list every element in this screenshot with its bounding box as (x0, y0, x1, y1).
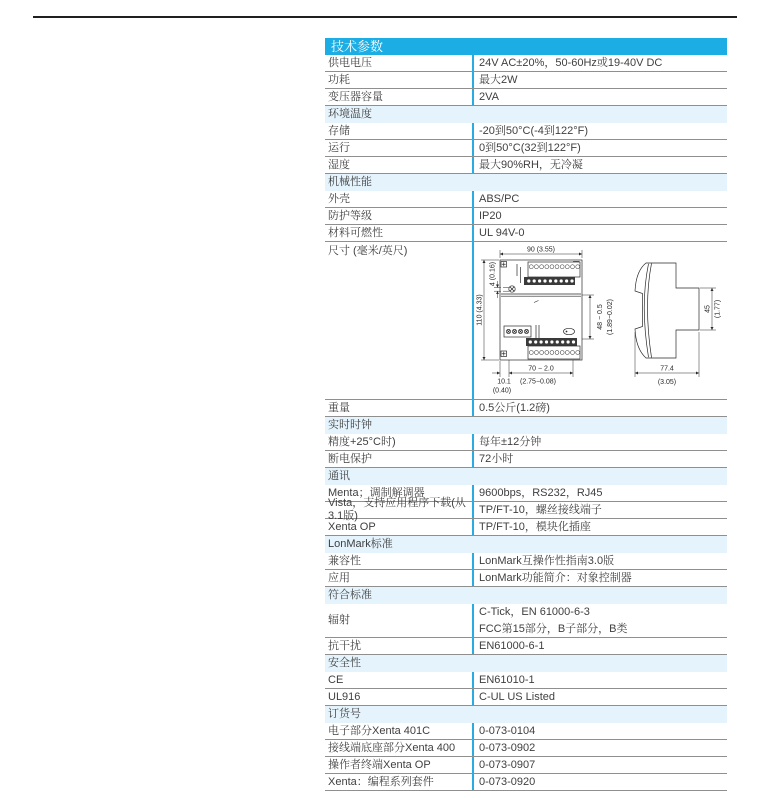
row-value: EN61010-1 (472, 672, 727, 688)
row-label: 断电保护 (328, 452, 372, 465)
section-header-row (325, 174, 727, 191)
row-value: 72小时 (472, 451, 727, 467)
table-row (325, 519, 727, 536)
dim-front-top-offset: 4 (0.16) (489, 261, 497, 287)
table-row (325, 672, 727, 689)
table-row (325, 208, 727, 225)
table-rows (325, 55, 727, 791)
table-row (325, 740, 727, 757)
table-row (325, 689, 727, 706)
row-label: Vista，支持应用程序下载(从3.1版) (328, 497, 466, 522)
dim-front-width: 90 (3.55) (526, 246, 556, 254)
row-label: 辐射 (328, 614, 350, 626)
row-value: 0到50°C(32到122°F) (472, 140, 727, 156)
table-row (325, 55, 727, 72)
row-label: 外壳 (328, 192, 350, 205)
row-label: 符合标准 (328, 589, 372, 601)
row-value: 最大2W (472, 72, 727, 88)
section-header-row (325, 417, 727, 434)
row-label: 应用 (328, 571, 350, 584)
dim-front-corner-in: (0.40) (492, 387, 512, 395)
table-row (325, 497, 727, 522)
section-header-row (325, 587, 727, 604)
row-label: UL916 (328, 690, 361, 703)
table-row (325, 242, 727, 400)
side-view (635, 263, 699, 358)
section-header-row (325, 706, 727, 723)
table-row (325, 553, 727, 570)
row-label: 实时时钟 (328, 419, 372, 431)
row-label: 运行 (328, 141, 350, 154)
row-value: 24V AC±20%，50-60Hz或19-40V DC (472, 55, 727, 71)
table-row (325, 89, 727, 106)
dim-side-width-in: (3.05) (657, 379, 677, 386)
row-label: 材料可燃性 (328, 226, 383, 239)
row-value: 0-073-0902 (472, 740, 727, 756)
row-label: 接线端底座部分Xenta 400 (328, 741, 456, 754)
row-label: 抗干扰 (328, 639, 361, 652)
section-header-row (325, 106, 727, 123)
row-label: 操作者终端Xenta OP (328, 758, 431, 771)
dim-side-height-in: (1.77) (714, 299, 722, 319)
row-label: 供电电压 (328, 56, 372, 69)
row-value: 0.5公斤(1.2磅) (472, 400, 727, 416)
dim-front-height: 110 (4.33) (476, 294, 484, 326)
row-label: 安全性 (328, 657, 361, 669)
row-value: 最大90%RH，无冷凝 (472, 157, 727, 173)
dim-front-bottom-mm: 70 − 2.0 (528, 365, 554, 373)
table-row (325, 570, 727, 587)
row-value: LonMark互操作性指南3.0版 (472, 553, 727, 569)
table-title: 技术参数 (325, 38, 727, 55)
row-value: TP/FT-10，模块化插座 (472, 519, 727, 535)
row-value-line: C-Tick，EN 61000-6-3 (479, 605, 590, 618)
row-label: 兼容性 (328, 554, 361, 567)
row-label: 电子部分Xenta 401C (328, 724, 431, 737)
row-value: EN61000-6-1 (472, 638, 727, 654)
table-row (325, 400, 727, 417)
dimension-drawing (474, 243, 724, 399)
row-label: 功耗 (328, 73, 350, 86)
table-row (325, 774, 727, 791)
row-value: 0-073-0907 (472, 757, 727, 773)
row-value: ABS/PC (472, 191, 727, 207)
row-label: 通讯 (328, 470, 350, 482)
front-view (500, 260, 582, 360)
table-row (325, 723, 727, 740)
row-value-line: FCC第15部分，B子部分，B类 (479, 622, 628, 635)
row-label: Menta；调制解调器 (328, 486, 425, 499)
row-label: 变压器容量 (328, 90, 383, 103)
row-value: 9600bps，RS232，RJ45 (472, 485, 727, 501)
row-label: CE (328, 673, 344, 686)
row-label: 重量 (328, 401, 350, 414)
section-header-row (325, 468, 727, 485)
row-value: UL 94V-0 (472, 225, 727, 241)
spec-table (325, 38, 727, 791)
table-row (325, 157, 727, 174)
row-label: 尺寸 (毫米/英尺) (328, 245, 408, 257)
row-value: 每年±12分钟 (472, 434, 727, 450)
row-value-drawing (472, 242, 727, 399)
row-value: TP/FT-10，螺丝接线端子 (472, 502, 727, 518)
row-label: 订货号 (328, 708, 361, 720)
row-label: 环境温度 (328, 108, 372, 120)
row-label: Xenta：编程系列套件 (328, 775, 434, 788)
row-label: 精度+25°C时) (328, 435, 396, 448)
row-label: Xenta OP (328, 520, 376, 533)
dim-front-bottom-in: (2.75−0.08) (520, 378, 556, 386)
row-value: 0-073-0104 (472, 723, 727, 739)
dim-side-height-mm: 45 (704, 305, 712, 313)
table-row (325, 638, 727, 655)
section-header-row (325, 655, 727, 672)
table-row (325, 191, 727, 208)
table-row (325, 140, 727, 157)
row-value: 2VA (472, 89, 727, 105)
row-label: 湿度 (328, 158, 350, 171)
row-value: 0-073-0920 (472, 774, 727, 790)
table-row (325, 72, 727, 89)
row-value: C-UL US Listed (472, 689, 727, 705)
table-row (325, 757, 727, 774)
section-header-row (325, 536, 727, 553)
dim-side-width-mm: 77.4 (660, 365, 674, 373)
dim-front-right-mm: 48 − 0.5 (597, 304, 604, 330)
table-row (325, 225, 727, 242)
dim-front-right-in: (1.89−0.02) (607, 299, 614, 335)
table-row (325, 604, 727, 638)
table-row (325, 434, 727, 451)
row-label: LonMark标准 (328, 538, 393, 550)
row-label: 存储 (328, 124, 350, 137)
row-value: -20到50°C(-4到122°F) (472, 123, 727, 139)
dim-front-corner-mm: 10.1 (497, 378, 511, 386)
row-label: 防护等级 (328, 209, 372, 222)
row-label: 机械性能 (328, 176, 372, 188)
row-value: IP20 (472, 208, 727, 224)
row-value (472, 604, 727, 637)
row-value: LonMark功能简介：对象控制器 (472, 570, 727, 586)
table-row (325, 451, 727, 468)
top-rule (33, 16, 737, 18)
table-row (325, 123, 727, 140)
